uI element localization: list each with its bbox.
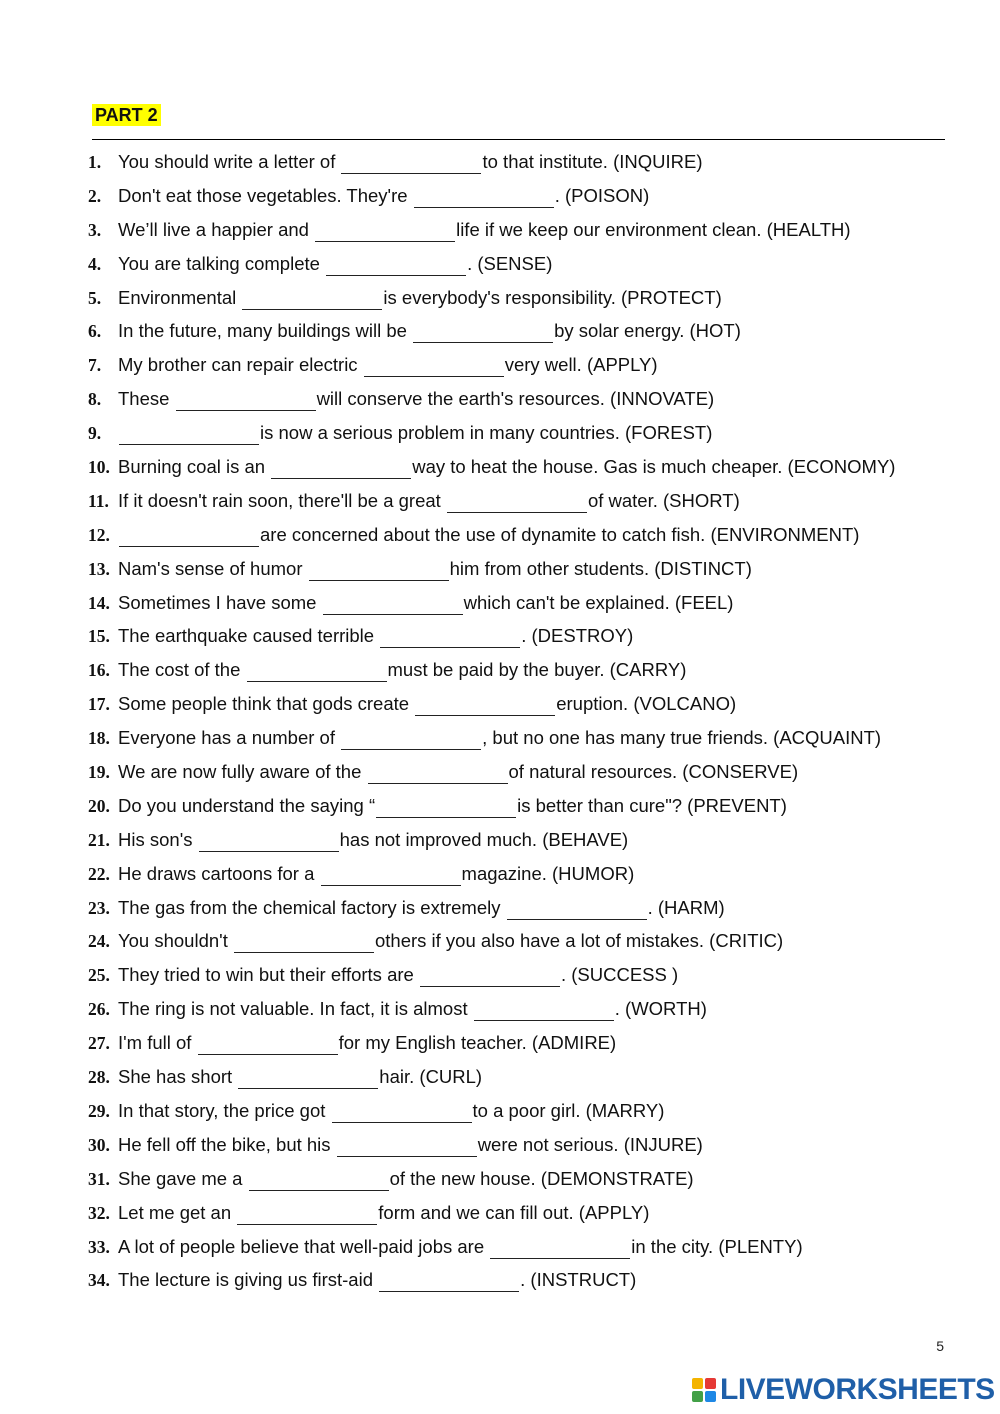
- question-text-before: Everyone has a number of: [118, 727, 341, 749]
- question-text-after: is better than cure"? (PREVENT): [517, 794, 787, 816]
- question-text-before: You shouldn't: [118, 930, 233, 952]
- question-text-before: He fell off the bike, but his: [118, 1133, 336, 1155]
- question-number: 29.: [88, 1100, 110, 1121]
- question-item: [88, 995, 968, 1029]
- question-item: [88, 385, 968, 419]
- question-number: 5.: [88, 287, 102, 308]
- question-text-before: In that story, the price got: [118, 1099, 331, 1121]
- question-text-after: of the new house. (DEMONSTRATE): [389, 1167, 694, 1189]
- question-text-before: In the future, many buildings will be: [118, 320, 413, 342]
- question-text-before: They tried to win but their efforts are: [118, 964, 419, 986]
- question-text-after: is now a serious problem in many countries. (FOREST): [260, 422, 713, 444]
- question-text-after: , but no one has many true friends. (ACQUAINT): [482, 727, 882, 749]
- question-number: 21.: [88, 829, 110, 850]
- question-text-before: He draws cartoons for a: [118, 862, 320, 884]
- question-item: [88, 656, 968, 690]
- question-text-after: . (SUCCESS ): [560, 964, 679, 986]
- question-item: [88, 724, 968, 758]
- answer-blank[interactable]: [413, 322, 553, 343]
- question-item: [88, 453, 968, 487]
- question-number: 20.: [88, 795, 110, 816]
- question-text-after: which can't be explained. (FEEL): [463, 591, 734, 613]
- question-item: [88, 216, 968, 250]
- question-number: 16.: [88, 660, 110, 681]
- question-number: 15.: [88, 626, 110, 647]
- question-text-after: to that institute. (INQUIRE): [482, 151, 703, 172]
- question-item: [88, 182, 968, 216]
- answer-blank[interactable]: [321, 865, 461, 886]
- question-item: [88, 555, 968, 589]
- question-text-after: very well. (APPLY): [504, 354, 658, 376]
- question-text-before: The ring is not valuable. In fact, it is almost: [118, 998, 473, 1020]
- question-text-before: Some people think that gods create: [118, 693, 415, 715]
- question-item: [88, 1097, 968, 1131]
- question-number: 8.: [88, 389, 102, 410]
- answer-blank[interactable]: [119, 424, 259, 445]
- answer-blank[interactable]: [237, 1204, 377, 1225]
- question-text-after: by solar energy. (HOT): [554, 320, 741, 342]
- question-text-after: in the city. (PLENTY): [631, 1235, 803, 1257]
- question-text-before: The cost of the: [118, 659, 246, 681]
- answer-blank[interactable]: [490, 1238, 630, 1259]
- question-text-before: Let me get an: [118, 1201, 237, 1223]
- liveworksheets-logo-icon: [692, 1378, 716, 1402]
- question-number: 13.: [88, 558, 110, 579]
- question-item: [88, 792, 968, 826]
- question-number: 18.: [88, 728, 110, 749]
- question-item: [88, 1131, 968, 1165]
- question-number: 26.: [88, 999, 110, 1020]
- question-text-before: We’ll live a happier and: [118, 218, 315, 240]
- question-text-after: him from other students. (DISTINCT): [449, 557, 752, 579]
- question-number: 9.: [88, 423, 102, 444]
- question-item: [88, 589, 968, 623]
- question-text-after: magazine. (HUMOR): [461, 862, 635, 884]
- question-item: [88, 148, 968, 182]
- question-number: 31.: [88, 1168, 110, 1189]
- question-item: [88, 419, 968, 453]
- question-text-after: has not improved much. (BEHAVE): [339, 828, 629, 850]
- question-item: [88, 521, 968, 555]
- question-item: [88, 690, 968, 724]
- question-text-after: hair. (CURL): [379, 1066, 483, 1088]
- question-text-after: . (HARM): [647, 896, 725, 918]
- question-text-before: The lecture is giving us first-aid: [118, 1269, 379, 1291]
- question-text-before: His son's: [118, 828, 198, 850]
- question-item: [88, 250, 968, 284]
- question-item: [88, 894, 968, 928]
- question-number: 24.: [88, 931, 110, 952]
- question-item: [88, 1266, 968, 1300]
- answer-blank[interactable]: [309, 560, 449, 581]
- question-text-before: You are talking complete: [118, 252, 326, 274]
- liveworksheets-logo: [692, 1374, 995, 1406]
- answer-blank[interactable]: [364, 356, 504, 377]
- answer-blank[interactable]: [415, 695, 555, 716]
- question-item: [88, 487, 968, 521]
- question-text-before: You should write a letter of: [118, 151, 341, 172]
- answer-blank[interactable]: [341, 729, 481, 750]
- question-number: 4.: [88, 253, 102, 274]
- question-number: 19.: [88, 762, 110, 783]
- question-text-after: form and we can fill out. (APPLY): [378, 1201, 650, 1223]
- question-text-before: We are now fully aware of the: [118, 761, 367, 783]
- question-number: 27.: [88, 1033, 110, 1054]
- question-number: 34.: [88, 1270, 110, 1291]
- question-text-before: She gave me a: [118, 1167, 248, 1189]
- answer-blank[interactable]: [420, 966, 560, 987]
- question-number: 28.: [88, 1067, 110, 1088]
- question-item: [88, 351, 968, 385]
- page-number: 5: [936, 1338, 944, 1354]
- question-item: [88, 961, 968, 995]
- answer-blank[interactable]: [198, 1034, 338, 1055]
- question-number: 32.: [88, 1202, 110, 1223]
- heading-divider: [92, 139, 945, 140]
- question-text-before: She has short: [118, 1066, 238, 1088]
- question-number: 6.: [88, 321, 102, 342]
- question-text-after: of water. (SHORT): [587, 489, 740, 511]
- question-number: 17.: [88, 694, 110, 715]
- question-item: [88, 1199, 968, 1233]
- question-number: 33.: [88, 1236, 110, 1257]
- question-text-before: A lot of people believe that well-paid jobs are: [118, 1235, 490, 1257]
- answer-blank[interactable]: [242, 289, 382, 310]
- answer-blank[interactable]: [341, 153, 481, 174]
- question-item: [88, 1165, 968, 1199]
- question-text-before: Burning coal is an: [118, 456, 271, 478]
- answer-blank[interactable]: [315, 221, 455, 242]
- question-text-before: If it doesn't rain soon, there'll be a great: [118, 489, 446, 511]
- answer-blank[interactable]: [238, 1068, 378, 1089]
- answer-blank[interactable]: [507, 899, 647, 920]
- question-number: 3.: [88, 219, 102, 240]
- question-item: [88, 1233, 968, 1267]
- question-text-after: will conserve the earth's resources. (INNOVATE): [316, 388, 715, 410]
- answer-blank[interactable]: [337, 1136, 477, 1157]
- question-text-before: Do you understand the saying “: [118, 794, 376, 816]
- question-item: [88, 1029, 968, 1063]
- answer-blank[interactable]: [376, 797, 516, 818]
- question-item: [88, 622, 968, 656]
- question-number: 10.: [88, 457, 110, 478]
- question-text-before: Don't eat those vegetables. They're: [118, 184, 413, 206]
- question-text-after: must be paid by the buyer. (CARRY): [387, 659, 687, 681]
- answer-blank[interactable]: [368, 763, 508, 784]
- question-text-after: others if you also have a lot of mistakes. (CRITIC): [374, 930, 784, 952]
- question-item: [88, 284, 968, 318]
- question-item: [88, 927, 968, 961]
- question-number: 2.: [88, 185, 102, 206]
- question-item: [88, 1063, 968, 1097]
- answer-blank[interactable]: [119, 526, 259, 547]
- question-text-before: My brother can repair electric: [118, 354, 363, 376]
- answer-blank[interactable]: [474, 1000, 614, 1021]
- question-number: 7.: [88, 355, 102, 376]
- question-text-after: were not serious. (INJURE): [477, 1133, 703, 1155]
- answer-blank[interactable]: [271, 458, 411, 479]
- question-text-before: The earthquake caused terrible: [118, 625, 380, 647]
- question-item: [88, 758, 968, 792]
- answer-blank[interactable]: [414, 187, 554, 208]
- question-text-after: . (INSTRUCT): [520, 1269, 637, 1291]
- question-item: [88, 317, 968, 351]
- answer-blank[interactable]: [332, 1102, 472, 1123]
- question-text-after: . (SENSE): [467, 252, 553, 274]
- question-text-after: life if we keep our environment clean. (HEALTH): [456, 218, 851, 240]
- question-number: 22.: [88, 863, 110, 884]
- question-text-before: Sometimes I have some: [118, 591, 322, 613]
- question-number: 1.: [88, 152, 102, 172]
- question-text-after: . (DESTROY): [521, 625, 634, 647]
- question-text-after: . (WORTH): [614, 998, 707, 1020]
- question-text-after: to a poor girl. (MARRY): [472, 1099, 665, 1121]
- question-text-after: is everybody's responsibility. (PROTECT): [383, 286, 722, 308]
- question-item: [88, 860, 968, 894]
- question-text-before: Nam's sense of humor: [118, 557, 308, 579]
- answer-blank[interactable]: [176, 390, 316, 411]
- answer-blank[interactable]: [380, 627, 520, 648]
- answer-blank[interactable]: [326, 255, 466, 276]
- question-number: 23.: [88, 897, 110, 918]
- liveworksheets-logo-text: LIVEWORKSHEETS: [720, 1373, 995, 1406]
- question-number: 14.: [88, 592, 110, 613]
- question-number: 12.: [88, 524, 110, 545]
- answer-blank[interactable]: [379, 1271, 519, 1292]
- answer-blank[interactable]: [199, 831, 339, 852]
- question-text-after: of natural resources. (CONSERVE): [508, 761, 799, 783]
- question-item: [88, 826, 968, 860]
- question-text-after: for my English teacher. (ADMIRE): [338, 1032, 617, 1054]
- answer-blank[interactable]: [247, 661, 387, 682]
- question-number: 25.: [88, 965, 110, 986]
- question-text-before: These: [118, 388, 175, 410]
- question-text-after: . (POISON): [554, 184, 650, 206]
- answer-blank[interactable]: [249, 1170, 389, 1191]
- part-heading: PART 2: [92, 104, 161, 126]
- answer-blank[interactable]: [234, 932, 374, 953]
- answer-blank[interactable]: [323, 594, 463, 615]
- answer-blank[interactable]: [447, 492, 587, 513]
- question-text-after: eruption. (VOLCANO): [556, 693, 737, 715]
- question-text-before: I'm full of: [118, 1032, 197, 1054]
- question-text-after: are concerned about the use of dynamite to catch fish. (ENVIRONMENT): [260, 523, 860, 545]
- question-text-before: The gas from the chemical factory is extremely: [118, 896, 506, 918]
- question-number: 30.: [88, 1134, 110, 1155]
- question-text-before: Environmental: [118, 286, 242, 308]
- question-text-after: way to heat the house. Gas is much cheaper. (ECONOMY): [412, 456, 896, 478]
- question-number: 11.: [88, 490, 109, 511]
- question-list: [88, 148, 968, 1300]
